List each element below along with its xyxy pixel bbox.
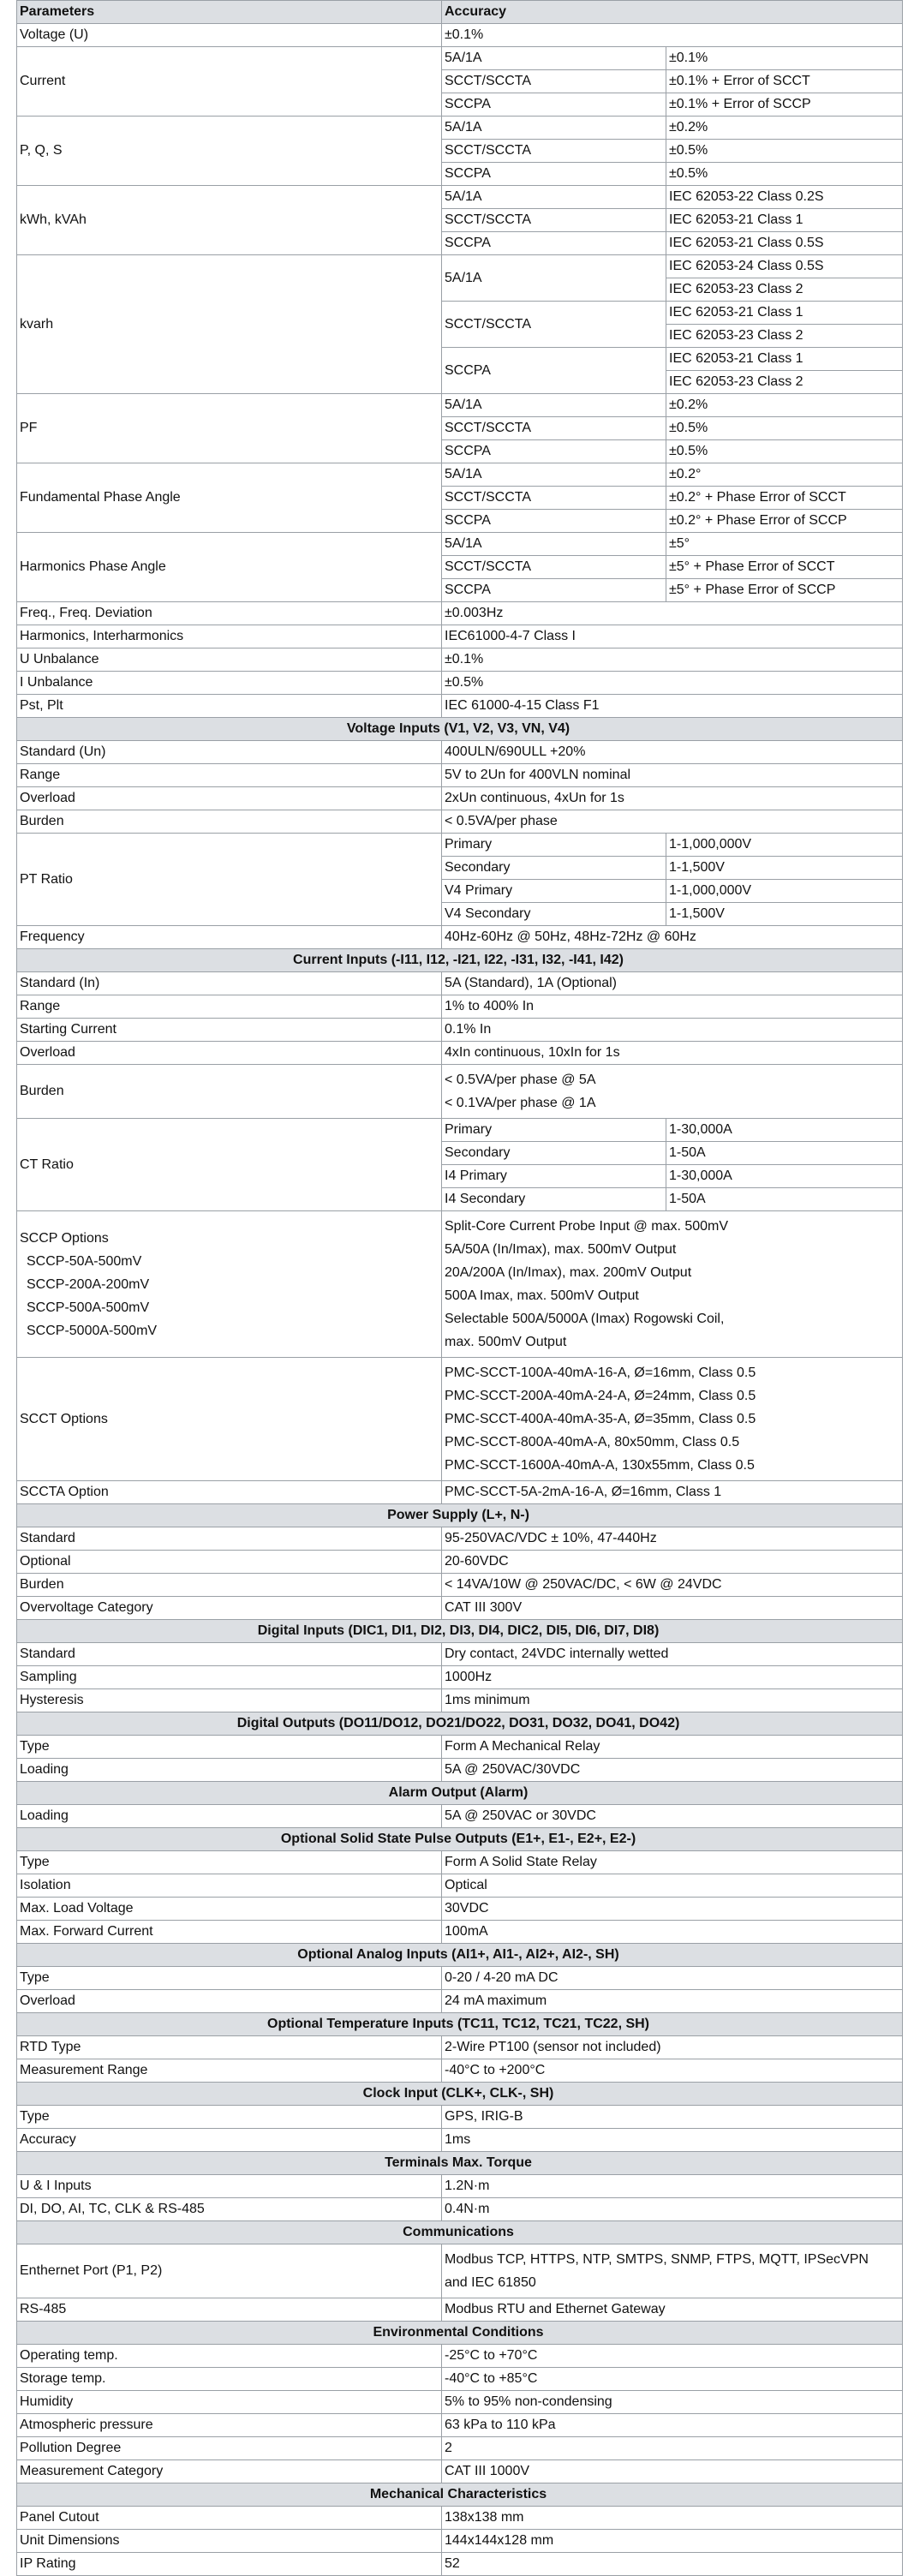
table-row: [17, 1643, 903, 1666]
sub-parameter-cell: 5A/1A: [442, 463, 666, 487]
section-header-row: [17, 2152, 903, 2175]
value-cell: ±0.5%: [666, 440, 903, 463]
parameters-header: Parameters: [17, 1, 442, 24]
table-body: [17, 24, 903, 2576]
table-row: [17, 2460, 903, 2483]
table-row: [17, 47, 903, 70]
value-cell: ±0.2° + Phase Error of SCCP: [666, 510, 903, 533]
value-cell: 1-50A: [666, 1188, 903, 1211]
table-row: [17, 625, 903, 648]
value-cell: -25°C to +70°C: [442, 2345, 903, 2368]
parameter-cell: U & I Inputs: [17, 2175, 442, 2198]
section-title: Environmental Conditions: [17, 2322, 903, 2345]
table-row: [17, 764, 903, 787]
section-title: Communications: [17, 2221, 903, 2244]
sub-parameter-cell: 5A/1A: [442, 47, 666, 70]
value-cell: [442, 1065, 903, 1119]
sub-parameter-cell: SCCT/SCCTA: [442, 209, 666, 232]
value-cell: 2: [442, 2437, 903, 2460]
value-cell: ±0.003Hz: [442, 602, 903, 625]
section-title: Alarm Output (Alarm): [17, 1782, 903, 1805]
table-row: [17, 2244, 903, 2298]
table-row: [17, 1805, 903, 1828]
value-cell: 1ms minimum: [442, 1689, 903, 1712]
parameter-cell: Standard: [17, 1527, 442, 1551]
section-title: Digital Inputs (DIC1, DI1, DI2, DI3, DI4, DIC2, DI5, DI6, DI7, DI8): [17, 1620, 903, 1643]
table-row: [17, 1527, 903, 1551]
table-row: [17, 2198, 903, 2221]
section-header-row: [17, 2083, 903, 2106]
parameter-cell: SCCTA Option: [17, 1481, 442, 1504]
value-cell: 1.2N·m: [442, 2175, 903, 2198]
table-row: [17, 834, 903, 857]
sub-parameter-cell: SCCT/SCCTA: [442, 140, 666, 163]
section-header-row: [17, 949, 903, 972]
value-cell: 20-60VDC: [442, 1551, 903, 1574]
sub-parameter-cell: 5A/1A: [442, 533, 666, 556]
value-cell: 1-1,000,000V: [666, 880, 903, 903]
value-cell: IEC 62053-23 Class 2: [666, 325, 903, 348]
parameter-cell: Type: [17, 1851, 442, 1874]
section-title: Mechanical Characteristics: [17, 2483, 903, 2507]
value-cell: [442, 1211, 903, 1358]
value-cell: 5V to 2Un for 400VLN nominal: [442, 764, 903, 787]
sub-parameter-cell: 5A/1A: [442, 255, 666, 302]
table-row: [17, 1689, 903, 1712]
section-title: Optional Solid State Pulse Outputs (E1+, E1-, E2+, E2-): [17, 1828, 903, 1851]
sub-parameter-cell: SCCPA: [442, 348, 666, 394]
value-cell: 0.4N·m: [442, 2198, 903, 2221]
value-cell: < 0.5VA/per phase: [442, 810, 903, 834]
value-cell: -40°C to +200°C: [442, 2059, 903, 2083]
sub-parameter-cell: 5A/1A: [442, 117, 666, 140]
table-row: [17, 1736, 903, 1759]
table-row: [17, 1551, 903, 1574]
value-cell: ±0.5%: [666, 140, 903, 163]
parameter-cell: Overload: [17, 1990, 442, 2013]
table-row: [17, 1921, 903, 1944]
table-row: [17, 1358, 903, 1481]
parameter-cell: [17, 1211, 442, 1358]
value-cell: 1-30,000A: [666, 1119, 903, 1142]
value-cell: PMC-SCCT-5A-2mA-16-A, Ø=16mm, Class 1: [442, 1481, 903, 1504]
sub-parameter-cell: SCCT/SCCTA: [442, 417, 666, 440]
table-row: [17, 2414, 903, 2437]
table-row: [17, 394, 903, 417]
parameter-cell: Overload: [17, 1042, 442, 1065]
value-cell: [442, 1358, 903, 1481]
section-title: Clock Input (CLK+, CLK-, SH): [17, 2083, 903, 2106]
sub-parameter-cell: Primary: [442, 834, 666, 857]
value-cell: ±0.2%: [666, 117, 903, 140]
value-cell: ±0.2°: [666, 463, 903, 487]
value-cell: 52: [442, 2553, 903, 2576]
table-row: [17, 463, 903, 487]
value-cell: ±0.5%: [442, 672, 903, 695]
value-cell: IEC 62053-22 Class 0.2S: [666, 186, 903, 209]
parameter-cell: Unit Dimensions: [17, 2530, 442, 2553]
parameter-cell: Standard (In): [17, 972, 442, 995]
section-title: Terminals Max. Torque: [17, 2152, 903, 2175]
value-line: < 0.1VA/per phase @ 1A: [445, 1096, 596, 1110]
value-cell: 5% to 95% non-condensing: [442, 2391, 903, 2414]
parameter-cell: Atmospheric pressure: [17, 2414, 442, 2437]
value-line: PMC-SCCT-200A-40mA-24-A, Ø=24mm, Class 0.5: [445, 1389, 756, 1403]
value-line: PMC-SCCT-100A-40mA-16-A, Ø=16mm, Class 0.5: [445, 1366, 756, 1380]
table-row: [17, 2345, 903, 2368]
section-title: Power Supply (L+, N-): [17, 1504, 903, 1527]
parameter-cell: Sampling: [17, 1666, 442, 1689]
parameter-cell: Freq., Freq. Deviation: [17, 602, 442, 625]
value-line: 20A/200A (In/Imax), max. 200mV Output: [445, 1265, 692, 1280]
value-cell: IEC 62053-21 Class 1: [666, 302, 903, 325]
parameter-cell: U Unbalance: [17, 648, 442, 672]
parameter-cell: Optional: [17, 1551, 442, 1574]
parameter-cell: PT Ratio: [17, 834, 442, 926]
table-row: [17, 2036, 903, 2059]
value-cell: 1% to 400% In: [442, 995, 903, 1019]
sub-parameter-cell: SCCPA: [442, 232, 666, 255]
table-row: [17, 117, 903, 140]
section-title: Current Inputs (-I11, I12, -I21, I22, -I31, I32, -I41, I42): [17, 949, 903, 972]
value-cell: 24 mA maximum: [442, 1990, 903, 2013]
parameter-cell: Type: [17, 1736, 442, 1759]
sub-parameter-cell: 5A/1A: [442, 394, 666, 417]
parameter-cell: Frequency: [17, 926, 442, 949]
parameter-cell: CT Ratio: [17, 1119, 442, 1211]
value-line: Selectable 500A/5000A (Imax) Rogowski Coil,: [445, 1312, 725, 1326]
value-cell: ±0.1% + Error of SCCT: [666, 70, 903, 93]
parameter-cell: kvarh: [17, 255, 442, 394]
table-row: [17, 1065, 903, 1119]
table-row: [17, 2368, 903, 2391]
parameter-cell: DI, DO, AI, TC, CLK & RS-485: [17, 2198, 442, 2221]
value-cell: IEC 61000-4-15 Class F1: [442, 695, 903, 718]
value-cell: Form A Solid State Relay: [442, 1851, 903, 1874]
parameter-cell: Current: [17, 47, 442, 117]
table-row: [17, 1759, 903, 1782]
parameter-cell: Humidity: [17, 2391, 442, 2414]
parameter-cell: Standard: [17, 1643, 442, 1666]
sub-parameter-cell: I4 Secondary: [442, 1188, 666, 1211]
parameter-cell: Starting Current: [17, 1019, 442, 1042]
value-cell: -40°C to +85°C: [442, 2368, 903, 2391]
parameter-cell: Harmonics, Interharmonics: [17, 625, 442, 648]
section-title: Digital Outputs (DO11/DO12, DO21/DO22, DO31, DO32, DO41, DO42): [17, 1712, 903, 1736]
section-header-row: [17, 1712, 903, 1736]
table-row: [17, 1967, 903, 1990]
table-row: [17, 602, 903, 625]
sub-parameter-cell: I4 Primary: [442, 1165, 666, 1188]
value-cell: < 14VA/10W @ 250VAC/DC, < 6W @ 24VDC: [442, 1574, 903, 1597]
sub-parameter-cell: Secondary: [442, 857, 666, 880]
value-cell: ±0.5%: [666, 417, 903, 440]
value-line: 500A Imax, max. 500mV Output: [445, 1288, 639, 1303]
table-row: [17, 2507, 903, 2530]
value-cell: IEC 62053-23 Class 2: [666, 278, 903, 302]
parameter-cell: PF: [17, 394, 442, 463]
parameter-cell: Max. Load Voltage: [17, 1898, 442, 1921]
sub-parameter-cell: V4 Primary: [442, 880, 666, 903]
value-cell: Optical: [442, 1874, 903, 1898]
value-cell: ±0.1%: [442, 648, 903, 672]
value-cell: Dry contact, 24VDC internally wetted: [442, 1643, 903, 1666]
value-line: and IEC 61850: [445, 2275, 536, 2290]
sub-parameter-cell: Primary: [442, 1119, 666, 1142]
table-row: [17, 810, 903, 834]
section-header-row: [17, 718, 903, 741]
sub-parameter-cell: Secondary: [442, 1142, 666, 1165]
value-cell: ±5° + Phase Error of SCCP: [666, 579, 903, 602]
value-cell: [442, 2244, 903, 2298]
parameter-cell: P, Q, S: [17, 117, 442, 186]
parameter-cell: Standard (Un): [17, 741, 442, 764]
value-cell: 5A @ 250VAC or 30VDC: [442, 1805, 903, 1828]
section-header-row: [17, 1620, 903, 1643]
value-line: PMC-SCCT-1600A-40mA-A, 130x55mm, Class 0.5: [445, 1458, 755, 1473]
sub-parameter-cell: SCCPA: [442, 579, 666, 602]
section-header-row: [17, 2483, 903, 2507]
value-line: max. 500mV Output: [445, 1335, 567, 1349]
section-header-row: [17, 2221, 903, 2244]
value-cell: Modbus RTU and Ethernet Gateway: [442, 2298, 903, 2322]
parameter-cell: Measurement Category: [17, 2460, 442, 2483]
value-cell: 0-20 / 4-20 mA DC: [442, 1967, 903, 1990]
value-cell: 1-1,500V: [666, 857, 903, 880]
sccp-option-item: SCCP-200A-200mV: [27, 1276, 150, 1292]
parameter-cell: Burden: [17, 1065, 442, 1119]
value-cell: 1-30,000A: [666, 1165, 903, 1188]
value-cell: 4xIn continuous, 10xIn for 1s: [442, 1042, 903, 1065]
table-row: [17, 2129, 903, 2152]
value-cell: 2-Wire PT100 (sensor not included): [442, 2036, 903, 2059]
value-line: 5A/50A (In/Imax), max. 500mV Output: [445, 1242, 677, 1257]
parameter-cell: Pst, Plt: [17, 695, 442, 718]
sub-parameter-cell: SCCPA: [442, 163, 666, 186]
table-row: [17, 2437, 903, 2460]
value-cell: 100mA: [442, 1921, 903, 1944]
parameter-title: SCCP Options: [20, 1230, 109, 1246]
table-row: [17, 533, 903, 556]
section-title: Optional Temperature Inputs (TC11, TC12, TC21, TC22, SH): [17, 2013, 903, 2036]
value-cell: 1ms: [442, 2129, 903, 2152]
table-row: [17, 1042, 903, 1065]
table-row: [17, 2553, 903, 2576]
table-row: [17, 1666, 903, 1689]
parameter-cell: Loading: [17, 1805, 442, 1828]
sub-parameter-cell: 5A/1A: [442, 186, 666, 209]
accuracy-header: Accuracy: [442, 1, 903, 24]
table-row: [17, 672, 903, 695]
sccp-option-item: SCCP-5000A-500mV: [27, 1323, 158, 1338]
table-row: [17, 2530, 903, 2553]
parameter-cell: RTD Type: [17, 2036, 442, 2059]
table-row: [17, 255, 903, 278]
sccp-option-item: SCCP-500A-500mV: [27, 1300, 150, 1315]
value-cell: 95-250VAC/VDC ± 10%, 47-440Hz: [442, 1527, 903, 1551]
value-cell: 400ULN/690ULL +20%: [442, 741, 903, 764]
table-row: [17, 972, 903, 995]
value-line: Split-Core Current Probe Input @ max. 500mV: [445, 1219, 729, 1234]
parameter-cell: kWh, kVAh: [17, 186, 442, 255]
value-cell: 5A @ 250VAC/30VDC: [442, 1759, 903, 1782]
table-row: [17, 1574, 903, 1597]
sub-parameter-cell: SCCPA: [442, 440, 666, 463]
value-cell: GPS, IRIG-B: [442, 2106, 903, 2129]
parameter-cell: Max. Forward Current: [17, 1921, 442, 1944]
section-header-row: [17, 1782, 903, 1805]
value-cell: CAT III 300V: [442, 1597, 903, 1620]
section-header-row: [17, 2322, 903, 2345]
table-row: [17, 1211, 903, 1358]
table-row: [17, 1990, 903, 2013]
table-row: [17, 648, 903, 672]
value-cell: 2xUn continuous, 4xUn for 1s: [442, 787, 903, 810]
value-cell: ±0.1%: [666, 47, 903, 70]
sub-parameter-cell: SCCT/SCCTA: [442, 302, 666, 348]
section-header-row: [17, 2013, 903, 2036]
sub-parameter-cell: SCCT/SCCTA: [442, 70, 666, 93]
parameter-cell: Harmonics Phase Angle: [17, 533, 442, 602]
section-header-row: [17, 1944, 903, 1967]
parameter-cell: Overload: [17, 787, 442, 810]
parameter-cell: Burden: [17, 810, 442, 834]
sub-parameter-cell: V4 Secondary: [442, 903, 666, 926]
table-row: [17, 1898, 903, 1921]
table-row: [17, 1019, 903, 1042]
table-row: [17, 695, 903, 718]
specifications-table: [16, 0, 903, 2576]
parameter-cell: Operating temp.: [17, 2345, 442, 2368]
table-row: [17, 1597, 903, 1620]
value-cell: 1-50A: [666, 1142, 903, 1165]
value-cell: IEC 62053-21 Class 1: [666, 348, 903, 371]
parameter-cell: RS-485: [17, 2298, 442, 2322]
table-row: [17, 2059, 903, 2083]
table-header: [17, 1, 903, 24]
value-cell: 138x138 mm: [442, 2507, 903, 2530]
value-line: PMC-SCCT-400A-40mA-35-A, Ø=35mm, Class 0.5: [445, 1412, 756, 1426]
parameter-cell: Range: [17, 995, 442, 1019]
table-row: [17, 787, 903, 810]
parameter-cell: Fundamental Phase Angle: [17, 463, 442, 533]
value-cell: IEC 62053-21 Class 1: [666, 209, 903, 232]
table-row: [17, 1119, 903, 1142]
parameter-cell: Hysteresis: [17, 1689, 442, 1712]
sub-parameter-cell: SCCT/SCCTA: [442, 556, 666, 579]
parameter-cell: Measurement Range: [17, 2059, 442, 2083]
table-row: [17, 24, 903, 47]
value-cell: 30VDC: [442, 1898, 903, 1921]
parameter-cell: Storage temp.: [17, 2368, 442, 2391]
parameter-cell: Pollution Degree: [17, 2437, 442, 2460]
value-cell: 1000Hz: [442, 1666, 903, 1689]
section-header-row: [17, 1504, 903, 1527]
parameter-cell: IP Rating: [17, 2553, 442, 2576]
parameter-cell: Type: [17, 2106, 442, 2129]
value-line: Modbus TCP, HTTPS, NTP, SMTPS, SNMP, FTPS, MQTT, IPSecVPN: [445, 2252, 869, 2267]
value-cell: ±0.2%: [666, 394, 903, 417]
table-row: [17, 2298, 903, 2322]
parameter-cell: Enthernet Port (P1, P2): [17, 2244, 442, 2298]
parameter-cell: SCCT Options: [17, 1358, 442, 1481]
parameter-cell: Type: [17, 1967, 442, 1990]
value-cell: 5A (Standard), 1A (Optional): [442, 972, 903, 995]
parameter-cell: Range: [17, 764, 442, 787]
value-cell: CAT III 1000V: [442, 2460, 903, 2483]
value-cell: ±0.2° + Phase Error of SCCT: [666, 487, 903, 510]
table-row: [17, 2175, 903, 2198]
parameter-cell: Voltage (U): [17, 24, 442, 47]
table-row: [17, 995, 903, 1019]
value-cell: 1-1,000,000V: [666, 834, 903, 857]
sub-parameter-cell: SCCPA: [442, 510, 666, 533]
value-cell: 40Hz-60Hz @ 50Hz, 48Hz-72Hz @ 60Hz: [442, 926, 903, 949]
section-header-row: [17, 1828, 903, 1851]
table-row: [17, 186, 903, 209]
value-cell: 144x144x128 mm: [442, 2530, 903, 2553]
table-row: [17, 1851, 903, 1874]
value-cell: 0.1% In: [442, 1019, 903, 1042]
parameter-cell: Overvoltage Category: [17, 1597, 442, 1620]
value-cell: IEC61000-4-7 Class I: [442, 625, 903, 648]
value-cell: IEC 62053-21 Class 0.5S: [666, 232, 903, 255]
table-row: [17, 1481, 903, 1504]
value-cell: 1-1,500V: [666, 903, 903, 926]
table-row: [17, 1874, 903, 1898]
table-row: [17, 2106, 903, 2129]
value-cell: 63 kPa to 110 kPa: [442, 2414, 903, 2437]
sccp-option-item: SCCP-50A-500mV: [27, 1253, 142, 1269]
table-row: [17, 2391, 903, 2414]
table-row: [17, 926, 903, 949]
sub-parameter-cell: SCCPA: [442, 93, 666, 117]
section-title: Voltage Inputs (V1, V2, V3, VN, V4): [17, 718, 903, 741]
value-cell: ±0.5%: [666, 163, 903, 186]
table-row: [17, 741, 903, 764]
value-line: < 0.5VA/per phase @ 5A: [445, 1073, 596, 1087]
value-cell: ±0.1% + Error of SCCP: [666, 93, 903, 117]
parameter-cell: Isolation: [17, 1874, 442, 1898]
value-line: PMC-SCCT-800A-40mA-A, 80x50mm, Class 0.5: [445, 1435, 740, 1449]
parameter-cell: Burden: [17, 1574, 442, 1597]
value-cell: IEC 62053-24 Class 0.5S: [666, 255, 903, 278]
sub-parameter-cell: SCCT/SCCTA: [442, 487, 666, 510]
parameter-cell: I Unbalance: [17, 672, 442, 695]
value-cell: ±5° + Phase Error of SCCT: [666, 556, 903, 579]
parameter-cell: Panel Cutout: [17, 2507, 442, 2530]
value-cell: ±0.1%: [442, 24, 903, 47]
section-title: Optional Analog Inputs (AI1+, AI1-, AI2+, AI2-, SH): [17, 1944, 903, 1967]
value-cell: ±5°: [666, 533, 903, 556]
parameter-cell: Loading: [17, 1759, 442, 1782]
value-cell: IEC 62053-23 Class 2: [666, 371, 903, 394]
value-cell: Form A Mechanical Relay: [442, 1736, 903, 1759]
parameter-cell: Accuracy: [17, 2129, 442, 2152]
